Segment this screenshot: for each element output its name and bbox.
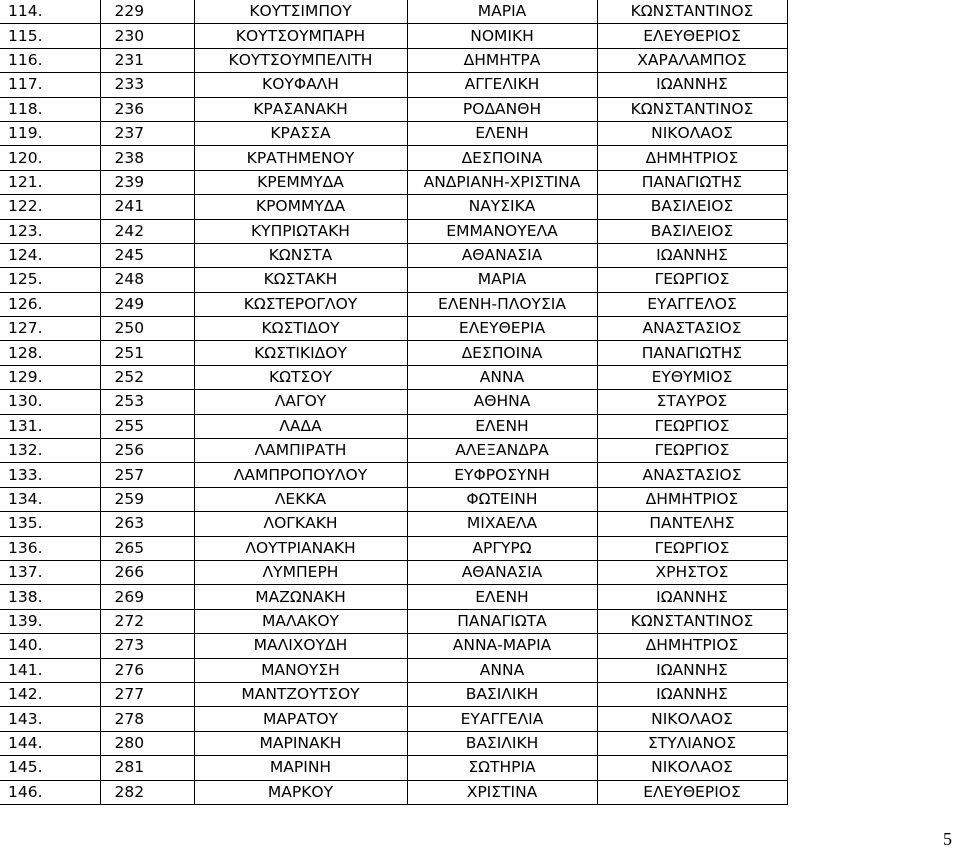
row-number-cell: 136. — [0, 536, 100, 560]
table-row — [0, 365, 787, 389]
row-number-cell: 137. — [0, 560, 100, 584]
first-name-cell: ΑΘΑΝΑΣΙΑ — [407, 560, 597, 584]
table-row — [0, 341, 787, 365]
surname-cell: ΚΟΥΦΑΛΗ — [194, 73, 407, 97]
first-name-cell: ΕΥΦΡΟΣΥΝΗ — [407, 463, 597, 487]
row-number-cell: 120. — [0, 146, 100, 170]
father-name-cell: ΙΩΑΝΝΗΣ — [597, 243, 787, 267]
surname-cell: ΚΩΣΤΙΔΟΥ — [194, 317, 407, 341]
first-name-cell: ΧΡΙΣΤΙΝΑ — [407, 780, 597, 804]
father-name-cell: ΠΑΝΤΕΛΗΣ — [597, 512, 787, 536]
registration-code-cell: 249 — [100, 292, 194, 316]
father-name-cell: ΙΩΑΝΝΗΣ — [597, 585, 787, 609]
father-name-cell: ΣΤΑΥΡΟΣ — [597, 390, 787, 414]
table-row — [0, 756, 787, 780]
row-number-cell: 134. — [0, 487, 100, 511]
table-row — [0, 560, 787, 584]
first-name-cell: ΒΑΣΙΛΙΚΗ — [407, 682, 597, 706]
table-row — [0, 731, 787, 755]
registration-code-cell: 272 — [100, 609, 194, 633]
table-row — [0, 634, 787, 658]
father-name-cell: ΕΛΕΥΘΕΡΙΟΣ — [597, 24, 787, 48]
registration-code-cell: 230 — [100, 24, 194, 48]
surname-cell: ΚΩΣΤΑΚΗ — [194, 268, 407, 292]
row-number-cell: 125. — [0, 268, 100, 292]
row-number-cell: 129. — [0, 365, 100, 389]
registration-code-cell: 242 — [100, 219, 194, 243]
father-name-cell: ΣΤΥΛΙΑΝΟΣ — [597, 731, 787, 755]
first-name-cell: ΕΛΕΝΗ — [407, 121, 597, 145]
father-name-cell: ΙΩΑΝΝΗΣ — [597, 658, 787, 682]
father-name-cell: ΕΥΑΓΓΕΛΟΣ — [597, 292, 787, 316]
table-row — [0, 268, 787, 292]
registration-code-cell: 229 — [100, 0, 194, 24]
registration-code-cell: 252 — [100, 365, 194, 389]
registration-code-cell: 231 — [100, 48, 194, 72]
table-row — [0, 292, 787, 316]
father-name-cell: ΑΝΑΣΤΑΣΙΟΣ — [597, 317, 787, 341]
first-name-cell: ΑΓΓΕΛΙΚΗ — [407, 73, 597, 97]
surname-cell: ΜΑΝΟΥΣΗ — [194, 658, 407, 682]
table-row — [0, 73, 787, 97]
table-row — [0, 682, 787, 706]
row-number-cell: 139. — [0, 609, 100, 633]
surname-cell: ΚΟΥΤΣΟΥΜΠΑΡΗ — [194, 24, 407, 48]
first-name-cell: ΑΝΝΑ — [407, 658, 597, 682]
registration-code-cell: 276 — [100, 658, 194, 682]
first-name-cell: ΕΛΕΝΗ-ΠΛΟΥΣΙΑ — [407, 292, 597, 316]
first-name-cell: ΕΛΕΝΗ — [407, 585, 597, 609]
table-row — [0, 0, 787, 24]
registration-code-cell: 257 — [100, 463, 194, 487]
table-row — [0, 97, 787, 121]
registration-code-cell: 253 — [100, 390, 194, 414]
table-row — [0, 317, 787, 341]
father-name-cell: ΔΗΜΗΤΡΙΟΣ — [597, 634, 787, 658]
row-number-cell: 126. — [0, 292, 100, 316]
surname-cell: ΜΑΖΩΝΑΚΗ — [194, 585, 407, 609]
row-number-cell: 143. — [0, 707, 100, 731]
registration-code-cell: 256 — [100, 439, 194, 463]
table-row — [0, 536, 787, 560]
registration-code-cell: 259 — [100, 487, 194, 511]
registration-code-cell: 273 — [100, 634, 194, 658]
table-row — [0, 414, 787, 438]
registration-code-cell: 250 — [100, 317, 194, 341]
surname-cell: ΚΟΥΤΣΟΥΜΠΕΛΙΤΗ — [194, 48, 407, 72]
father-name-cell: ΝΙΚΟΛΑΟΣ — [597, 707, 787, 731]
registration-code-cell: 233 — [100, 73, 194, 97]
table-row — [0, 439, 787, 463]
table-row — [0, 390, 787, 414]
surname-cell: ΛΕΚΚΑ — [194, 487, 407, 511]
first-name-cell: ΑΝΝΑ-ΜΑΡΙΑ — [407, 634, 597, 658]
surname-cell: ΚΩΤΣΟΥ — [194, 365, 407, 389]
father-name-cell: ΓΕΩΡΓΙΟΣ — [597, 414, 787, 438]
surname-cell: ΜΑΡΙΝΗ — [194, 756, 407, 780]
row-number-cell: 133. — [0, 463, 100, 487]
surname-cell: ΛΑΔΑ — [194, 414, 407, 438]
row-number-cell: 124. — [0, 243, 100, 267]
father-name-cell: ΙΩΑΝΝΗΣ — [597, 73, 787, 97]
table-row — [0, 585, 787, 609]
surname-cell: ΚΩΣΤΕΡΟΓΛΟΥ — [194, 292, 407, 316]
table-row — [0, 48, 787, 72]
row-number-cell: 119. — [0, 121, 100, 145]
father-name-cell: ΑΝΑΣΤΑΣΙΟΣ — [597, 463, 787, 487]
first-name-cell: ΦΩΤΕΙΝΗ — [407, 487, 597, 511]
table-row — [0, 463, 787, 487]
table-row — [0, 658, 787, 682]
table-row — [0, 24, 787, 48]
father-name-cell: ΓΕΩΡΓΙΟΣ — [597, 439, 787, 463]
row-number-cell: 132. — [0, 439, 100, 463]
registration-code-cell: 239 — [100, 170, 194, 194]
registration-code-cell: 238 — [100, 146, 194, 170]
surname-cell: ΜΑΡΙΝΑΚΗ — [194, 731, 407, 755]
row-number-cell: 127. — [0, 317, 100, 341]
surname-cell: ΚΩΣΤΙΚΙΔΟΥ — [194, 341, 407, 365]
registration-code-cell: 237 — [100, 121, 194, 145]
registration-code-cell: 265 — [100, 536, 194, 560]
father-name-cell: ΓΕΩΡΓΙΟΣ — [597, 268, 787, 292]
row-number-cell: 131. — [0, 414, 100, 438]
registration-code-cell: 245 — [100, 243, 194, 267]
row-number-cell: 123. — [0, 219, 100, 243]
father-name-cell: ΕΛΕΥΘΕΡΙΟΣ — [597, 780, 787, 804]
father-name-cell: ΔΗΜΗΤΡΙΟΣ — [597, 146, 787, 170]
first-name-cell: ΕΥΑΓΓΕΛΙΑ — [407, 707, 597, 731]
row-number-cell: 117. — [0, 73, 100, 97]
father-name-cell: ΝΙΚΟΛΑΟΣ — [597, 756, 787, 780]
row-number-cell: 142. — [0, 682, 100, 706]
row-number-cell: 144. — [0, 731, 100, 755]
registration-code-cell: 282 — [100, 780, 194, 804]
surname-cell: ΚΟΥΤΣΙΜΠΟΥ — [194, 0, 407, 24]
father-name-cell: ΧΡΗΣΤΟΣ — [597, 560, 787, 584]
row-number-cell: 135. — [0, 512, 100, 536]
first-name-cell: ΡΟΔΑΝΘΗ — [407, 97, 597, 121]
surname-cell: ΜΑΛΑΚΟΥ — [194, 609, 407, 633]
surname-cell: ΜΑΡΑΤΟΥ — [194, 707, 407, 731]
father-name-cell: ΚΩΝΣΤΑΝΤΙΝΟΣ — [597, 97, 787, 121]
first-name-cell: ΕΛΕΥΘΕΡΙΑ — [407, 317, 597, 341]
first-name-cell: ΑΘΗΝΑ — [407, 390, 597, 414]
first-name-cell: ΜΑΡΙΑ — [407, 268, 597, 292]
row-number-cell: 128. — [0, 341, 100, 365]
registration-code-cell: 248 — [100, 268, 194, 292]
row-number-cell: 141. — [0, 658, 100, 682]
surname-cell: ΚΡΑΣΑΝΑΚΗ — [194, 97, 407, 121]
table-row — [0, 146, 787, 170]
row-number-cell: 145. — [0, 756, 100, 780]
row-number-cell: 118. — [0, 97, 100, 121]
row-number-cell: 121. — [0, 170, 100, 194]
first-name-cell: ΑΝΝΑ — [407, 365, 597, 389]
surname-cell: ΜΑΡΚΟΥ — [194, 780, 407, 804]
row-number-cell: 115. — [0, 24, 100, 48]
father-name-cell: ΠΑΝΑΓΙΩΤΗΣ — [597, 341, 787, 365]
first-name-cell: ΑΛΕΞΑΝΔΡΑ — [407, 439, 597, 463]
table-row — [0, 512, 787, 536]
surname-cell: ΛΑΓΟΥ — [194, 390, 407, 414]
registration-code-cell: 266 — [100, 560, 194, 584]
surname-cell: ΚΡΟΜΜΥΔΑ — [194, 195, 407, 219]
first-name-cell: ΝΑΥΣΙΚΑ — [407, 195, 597, 219]
table-row — [0, 121, 787, 145]
surname-cell: ΚΥΠΡΙΩΤΑΚΗ — [194, 219, 407, 243]
father-name-cell: ΔΗΜΗΤΡΙΟΣ — [597, 487, 787, 511]
registration-code-cell: 255 — [100, 414, 194, 438]
surname-cell: ΜΑΛΙΧΟΥΔΗ — [194, 634, 407, 658]
father-name-cell: ΒΑΣΙΛΕΙΟΣ — [597, 219, 787, 243]
father-name-cell: ΠΑΝΑΓΙΩΤΗΣ — [597, 170, 787, 194]
registration-code-cell: 263 — [100, 512, 194, 536]
table-row — [0, 243, 787, 267]
father-name-cell: ΙΩΑΝΝΗΣ — [597, 682, 787, 706]
first-name-cell: ΕΛΕΝΗ — [407, 414, 597, 438]
first-name-cell: ΑΡΓΥΡΩ — [407, 536, 597, 560]
row-number-cell: 140. — [0, 634, 100, 658]
registration-code-cell: 241 — [100, 195, 194, 219]
table-row — [0, 780, 787, 804]
table-row — [0, 487, 787, 511]
registration-code-cell: 251 — [100, 341, 194, 365]
first-name-cell: ΑΘΑΝΑΣΙΑ — [407, 243, 597, 267]
row-number-cell: 116. — [0, 48, 100, 72]
first-name-cell: ΠΑΝΑΓΙΩΤΑ — [407, 609, 597, 633]
registration-code-cell: 278 — [100, 707, 194, 731]
surname-cell: ΛΑΜΠΡΟΠΟΥΛΟΥ — [194, 463, 407, 487]
first-name-cell: ΑΝΔΡΙΑΝΗ-ΧΡΙΣΤΙΝΑ — [407, 170, 597, 194]
surname-cell: ΛΥΜΠΕΡΗ — [194, 560, 407, 584]
father-name-cell: ΝΙΚΟΛΑΟΣ — [597, 121, 787, 145]
registration-code-cell: 277 — [100, 682, 194, 706]
table-row — [0, 609, 787, 633]
first-name-cell: ΣΩΤΗΡΙΑ — [407, 756, 597, 780]
father-name-cell: ΒΑΣΙΛΕΙΟΣ — [597, 195, 787, 219]
row-number-cell: 146. — [0, 780, 100, 804]
table-row — [0, 195, 787, 219]
registration-code-cell: 280 — [100, 731, 194, 755]
first-name-cell: ΜΙΧΑΕΛΑ — [407, 512, 597, 536]
registration-code-cell: 281 — [100, 756, 194, 780]
surname-cell: ΛΟΓΚΑΚΗ — [194, 512, 407, 536]
row-number-cell: 114. — [0, 0, 100, 24]
first-name-cell: ΜΑΡΙΑ — [407, 0, 597, 24]
first-name-cell: ΔΕΣΠΟΙΝΑ — [407, 341, 597, 365]
father-name-cell: ΧΑΡΑΛΑΜΠΟΣ — [597, 48, 787, 72]
row-number-cell: 130. — [0, 390, 100, 414]
father-name-cell: ΚΩΝΣΤΑΝΤΙΝΟΣ — [597, 609, 787, 633]
table-row — [0, 219, 787, 243]
registration-code-cell: 236 — [100, 97, 194, 121]
surname-cell: ΚΩΝΣΤΑ — [194, 243, 407, 267]
first-name-cell: ΔΕΣΠΟΙΝΑ — [407, 146, 597, 170]
surname-cell: ΚΡΑΤΗΜΕΝΟΥ — [194, 146, 407, 170]
table-row — [0, 707, 787, 731]
page-number: 5 — [943, 829, 952, 849]
registration-code-cell: 269 — [100, 585, 194, 609]
surname-cell: ΛΑΜΠΙΡΑΤΗ — [194, 439, 407, 463]
surname-cell: ΛΟΥΤΡΙΑΝΑΚΗ — [194, 536, 407, 560]
father-name-cell: ΚΩΝΣΤΑΝΤΙΝΟΣ — [597, 0, 787, 24]
surname-cell: ΚΡΑΣΣΑ — [194, 121, 407, 145]
row-number-cell: 122. — [0, 195, 100, 219]
first-name-cell: ΒΑΣΙΛΙΚΗ — [407, 731, 597, 755]
father-name-cell: ΕΥΘΥΜΙΟΣ — [597, 365, 787, 389]
father-name-cell: ΓΕΩΡΓΙΟΣ — [597, 536, 787, 560]
table-row — [0, 170, 787, 194]
first-name-cell: ΝΟΜΙΚΗ — [407, 24, 597, 48]
first-name-cell: ΔΗΜΗΤΡΑ — [407, 48, 597, 72]
row-number-cell: 138. — [0, 585, 100, 609]
surname-cell: ΜΑΝΤΖΟΥΤΣΟΥ — [194, 682, 407, 706]
surname-cell: ΚΡΕΜΜΥΔΑ — [194, 170, 407, 194]
first-name-cell: ΕΜΜΑΝΟΥΕΛΑ — [407, 219, 597, 243]
